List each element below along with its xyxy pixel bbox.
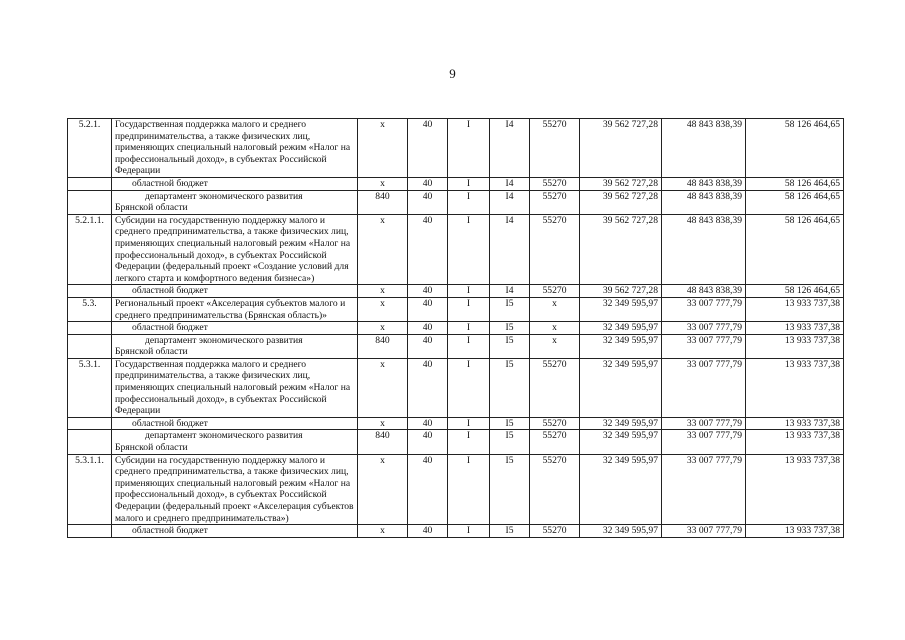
row-name-line1: департамент экономического развития xyxy=(145,430,303,442)
amount-year2: 33 007 777,79 xyxy=(662,334,746,358)
amount-year1: 39 562 727,28 xyxy=(580,285,662,298)
direction-code: 55270 xyxy=(530,430,580,454)
amount-year3: 58 126 464,65 xyxy=(746,119,844,178)
amount-year2: 33 007 777,79 xyxy=(662,297,746,321)
program-code: 40 xyxy=(408,322,448,335)
table-row xyxy=(68,417,844,430)
amount-year3: 58 126 464,65 xyxy=(746,190,844,214)
project-code: I4 xyxy=(490,214,530,285)
direction-code: 55270 xyxy=(530,119,580,178)
program-code: 40 xyxy=(408,417,448,430)
amount-year1: 32 349 595,97 xyxy=(580,417,662,430)
project-code: I5 xyxy=(490,454,530,525)
amount-year3: 58 126 464,65 xyxy=(746,177,844,190)
row-number xyxy=(68,334,112,358)
project-code: I5 xyxy=(490,297,530,321)
subprogram-code: I xyxy=(448,214,490,285)
project-code: I5 xyxy=(490,417,530,430)
table-row xyxy=(68,119,844,178)
direction-code: 55270 xyxy=(530,454,580,525)
row-name: Государственная поддержка малого и среднего предпринимательства, а также физических лиц, применяющих специальный налоговый режим «Налог на профессиональный доход», в субъектах Российской Федерации xyxy=(112,119,358,178)
direction-code: 55270 xyxy=(530,190,580,214)
table-row xyxy=(68,285,844,298)
row-name-line1: департамент экономического развития xyxy=(145,334,303,346)
subprogram-code: I xyxy=(448,334,490,358)
grbs-code: x xyxy=(358,297,408,321)
program-code: 40 xyxy=(408,285,448,298)
table-row xyxy=(68,525,844,538)
amount-year2: 33 007 777,79 xyxy=(662,454,746,525)
direction-code: x xyxy=(530,334,580,358)
row-name: областной бюджет xyxy=(112,177,358,190)
row-name: Субсидии на государственную поддержку малого и среднего предпринимательства, а также физических лиц, применяющих специальный налоговый режим «Налог на профессиональный доход», в субъектах Российской Федерации (федеральный проект «Создание условий для легкого старта и комфортного ведения бизнеса») xyxy=(112,214,358,285)
row-number: 5.3. xyxy=(68,297,112,321)
row-number: 5.2.1.1. xyxy=(68,214,112,285)
table-row xyxy=(68,454,844,525)
subprogram-code: I xyxy=(448,285,490,298)
program-code: 40 xyxy=(408,190,448,214)
grbs-code: x xyxy=(358,214,408,285)
direction-code: x xyxy=(530,322,580,335)
program-code: 40 xyxy=(408,334,448,358)
amount-year1: 32 349 595,97 xyxy=(580,525,662,538)
row-number xyxy=(68,285,112,298)
amount-year2: 33 007 777,79 xyxy=(662,322,746,335)
table-row xyxy=(68,297,844,321)
amount-year2: 33 007 777,79 xyxy=(662,417,746,430)
subprogram-code: I xyxy=(448,454,490,525)
budget-table xyxy=(67,118,844,538)
amount-year2: 33 007 777,79 xyxy=(662,430,746,454)
project-code: I4 xyxy=(490,119,530,178)
amount-year3: 13 933 737,38 xyxy=(746,358,844,417)
project-code: I4 xyxy=(490,190,530,214)
row-name: Государственная поддержка малого и среднего предпринимательства, а также физических лиц, применяющих специальный налоговый режим «Налог на профессиональный доход», в субъектах Российской Федерации xyxy=(112,358,358,417)
program-code: 40 xyxy=(408,430,448,454)
table-row xyxy=(68,358,844,417)
program-code: 40 xyxy=(408,297,448,321)
table-row xyxy=(68,190,844,214)
amount-year3: 13 933 737,38 xyxy=(746,430,844,454)
subprogram-code: I xyxy=(448,177,490,190)
row-name: областной бюджет xyxy=(112,417,358,430)
subprogram-code: I xyxy=(448,358,490,417)
grbs-code: x xyxy=(358,358,408,417)
direction-code: 55270 xyxy=(530,417,580,430)
project-code: I4 xyxy=(490,177,530,190)
program-code: 40 xyxy=(408,454,448,525)
grbs-code: x xyxy=(358,322,408,335)
program-code: 40 xyxy=(408,358,448,417)
amount-year1: 39 562 727,28 xyxy=(580,214,662,285)
row-name-line2: Брянской области xyxy=(115,442,188,454)
program-code: 40 xyxy=(408,119,448,178)
project-code: I5 xyxy=(490,525,530,538)
amount-year3: 58 126 464,65 xyxy=(746,214,844,285)
row-number xyxy=(68,430,112,454)
project-code: I5 xyxy=(490,430,530,454)
grbs-code: x xyxy=(358,454,408,525)
table-row xyxy=(68,430,844,454)
amount-year2: 33 007 777,79 xyxy=(662,358,746,417)
subprogram-code: I xyxy=(448,525,490,538)
project-code: I4 xyxy=(490,285,530,298)
amount-year3: 13 933 737,38 xyxy=(746,334,844,358)
direction-code: 55270 xyxy=(530,285,580,298)
row-name xyxy=(112,334,358,358)
amount-year2: 48 843 838,39 xyxy=(662,119,746,178)
table-row xyxy=(68,177,844,190)
amount-year2: 48 843 838,39 xyxy=(662,285,746,298)
row-name: Субсидии на государственную поддержку малого и среднего предпринимательства, а также физических лиц, применяющих специальный налоговый режим «Налог на профессиональный доход», в субъектах Российской Федерации (федеральный проект «Акселерация субъектов малого и среднего предпринимательства») xyxy=(112,454,358,525)
amount-year1: 32 349 595,97 xyxy=(580,334,662,358)
table-row xyxy=(68,214,844,285)
subprogram-code: I xyxy=(448,430,490,454)
direction-code: 55270 xyxy=(530,214,580,285)
grbs-code: 840 xyxy=(358,190,408,214)
row-name: областной бюджет xyxy=(112,525,358,538)
subprogram-code: I xyxy=(448,322,490,335)
amount-year3: 13 933 737,38 xyxy=(746,525,844,538)
amount-year1: 39 562 727,28 xyxy=(580,119,662,178)
row-name: Региональный проект «Акселерация субъектов малого и среднего предпринимательства (Брянская область)» xyxy=(112,297,358,321)
amount-year3: 13 933 737,38 xyxy=(746,417,844,430)
row-number xyxy=(68,190,112,214)
amount-year3: 13 933 737,38 xyxy=(746,454,844,525)
row-name xyxy=(112,430,358,454)
grbs-code: 840 xyxy=(358,334,408,358)
table-row xyxy=(68,322,844,335)
direction-code: 55270 xyxy=(530,177,580,190)
amount-year1: 32 349 595,97 xyxy=(580,454,662,525)
row-name: областной бюджет xyxy=(112,285,358,298)
amount-year1: 32 349 595,97 xyxy=(580,430,662,454)
amount-year1: 32 349 595,97 xyxy=(580,358,662,417)
row-number: 5.2.1. xyxy=(68,119,112,178)
row-name: областной бюджет xyxy=(112,322,358,335)
grbs-code: x xyxy=(358,525,408,538)
amount-year2: 48 843 838,39 xyxy=(662,177,746,190)
program-code: 40 xyxy=(408,214,448,285)
direction-code: x xyxy=(530,297,580,321)
project-code: I5 xyxy=(490,322,530,335)
subprogram-code: I xyxy=(448,297,490,321)
program-code: 40 xyxy=(408,525,448,538)
project-code: I5 xyxy=(490,358,530,417)
table-body xyxy=(68,119,844,538)
grbs-code: x xyxy=(358,417,408,430)
grbs-code: x xyxy=(358,285,408,298)
amount-year1: 39 562 727,28 xyxy=(580,190,662,214)
amount-year3: 13 933 737,38 xyxy=(746,322,844,335)
subprogram-code: I xyxy=(448,119,490,178)
direction-code: 55270 xyxy=(530,525,580,538)
table-row xyxy=(68,334,844,358)
grbs-code: x xyxy=(358,119,408,178)
amount-year2: 48 843 838,39 xyxy=(662,214,746,285)
page-number: 9 xyxy=(449,66,456,81)
amount-year1: 32 349 595,97 xyxy=(580,322,662,335)
amount-year1: 39 562 727,28 xyxy=(580,177,662,190)
row-number xyxy=(68,417,112,430)
amount-year2: 33 007 777,79 xyxy=(662,525,746,538)
amount-year1: 32 349 595,97 xyxy=(580,297,662,321)
amount-year3: 13 933 737,38 xyxy=(746,297,844,321)
project-code: I5 xyxy=(490,334,530,358)
row-number: 5.3.1.1. xyxy=(68,454,112,525)
subprogram-code: I xyxy=(448,190,490,214)
amount-year3: 58 126 464,65 xyxy=(746,285,844,298)
row-number xyxy=(68,525,112,538)
direction-code: 55270 xyxy=(530,358,580,417)
row-number xyxy=(68,177,112,190)
row-number: 5.3.1. xyxy=(68,358,112,417)
row-name-line2: Брянской области xyxy=(115,202,188,214)
program-code: 40 xyxy=(408,177,448,190)
row-name-line1: департамент экономического развития xyxy=(145,190,303,202)
subprogram-code: I xyxy=(448,417,490,430)
grbs-code: 840 xyxy=(358,430,408,454)
row-number xyxy=(68,322,112,335)
amount-year2: 48 843 838,39 xyxy=(662,190,746,214)
grbs-code: x xyxy=(358,177,408,190)
row-name xyxy=(112,190,358,214)
row-name-line2: Брянской области xyxy=(115,346,188,358)
